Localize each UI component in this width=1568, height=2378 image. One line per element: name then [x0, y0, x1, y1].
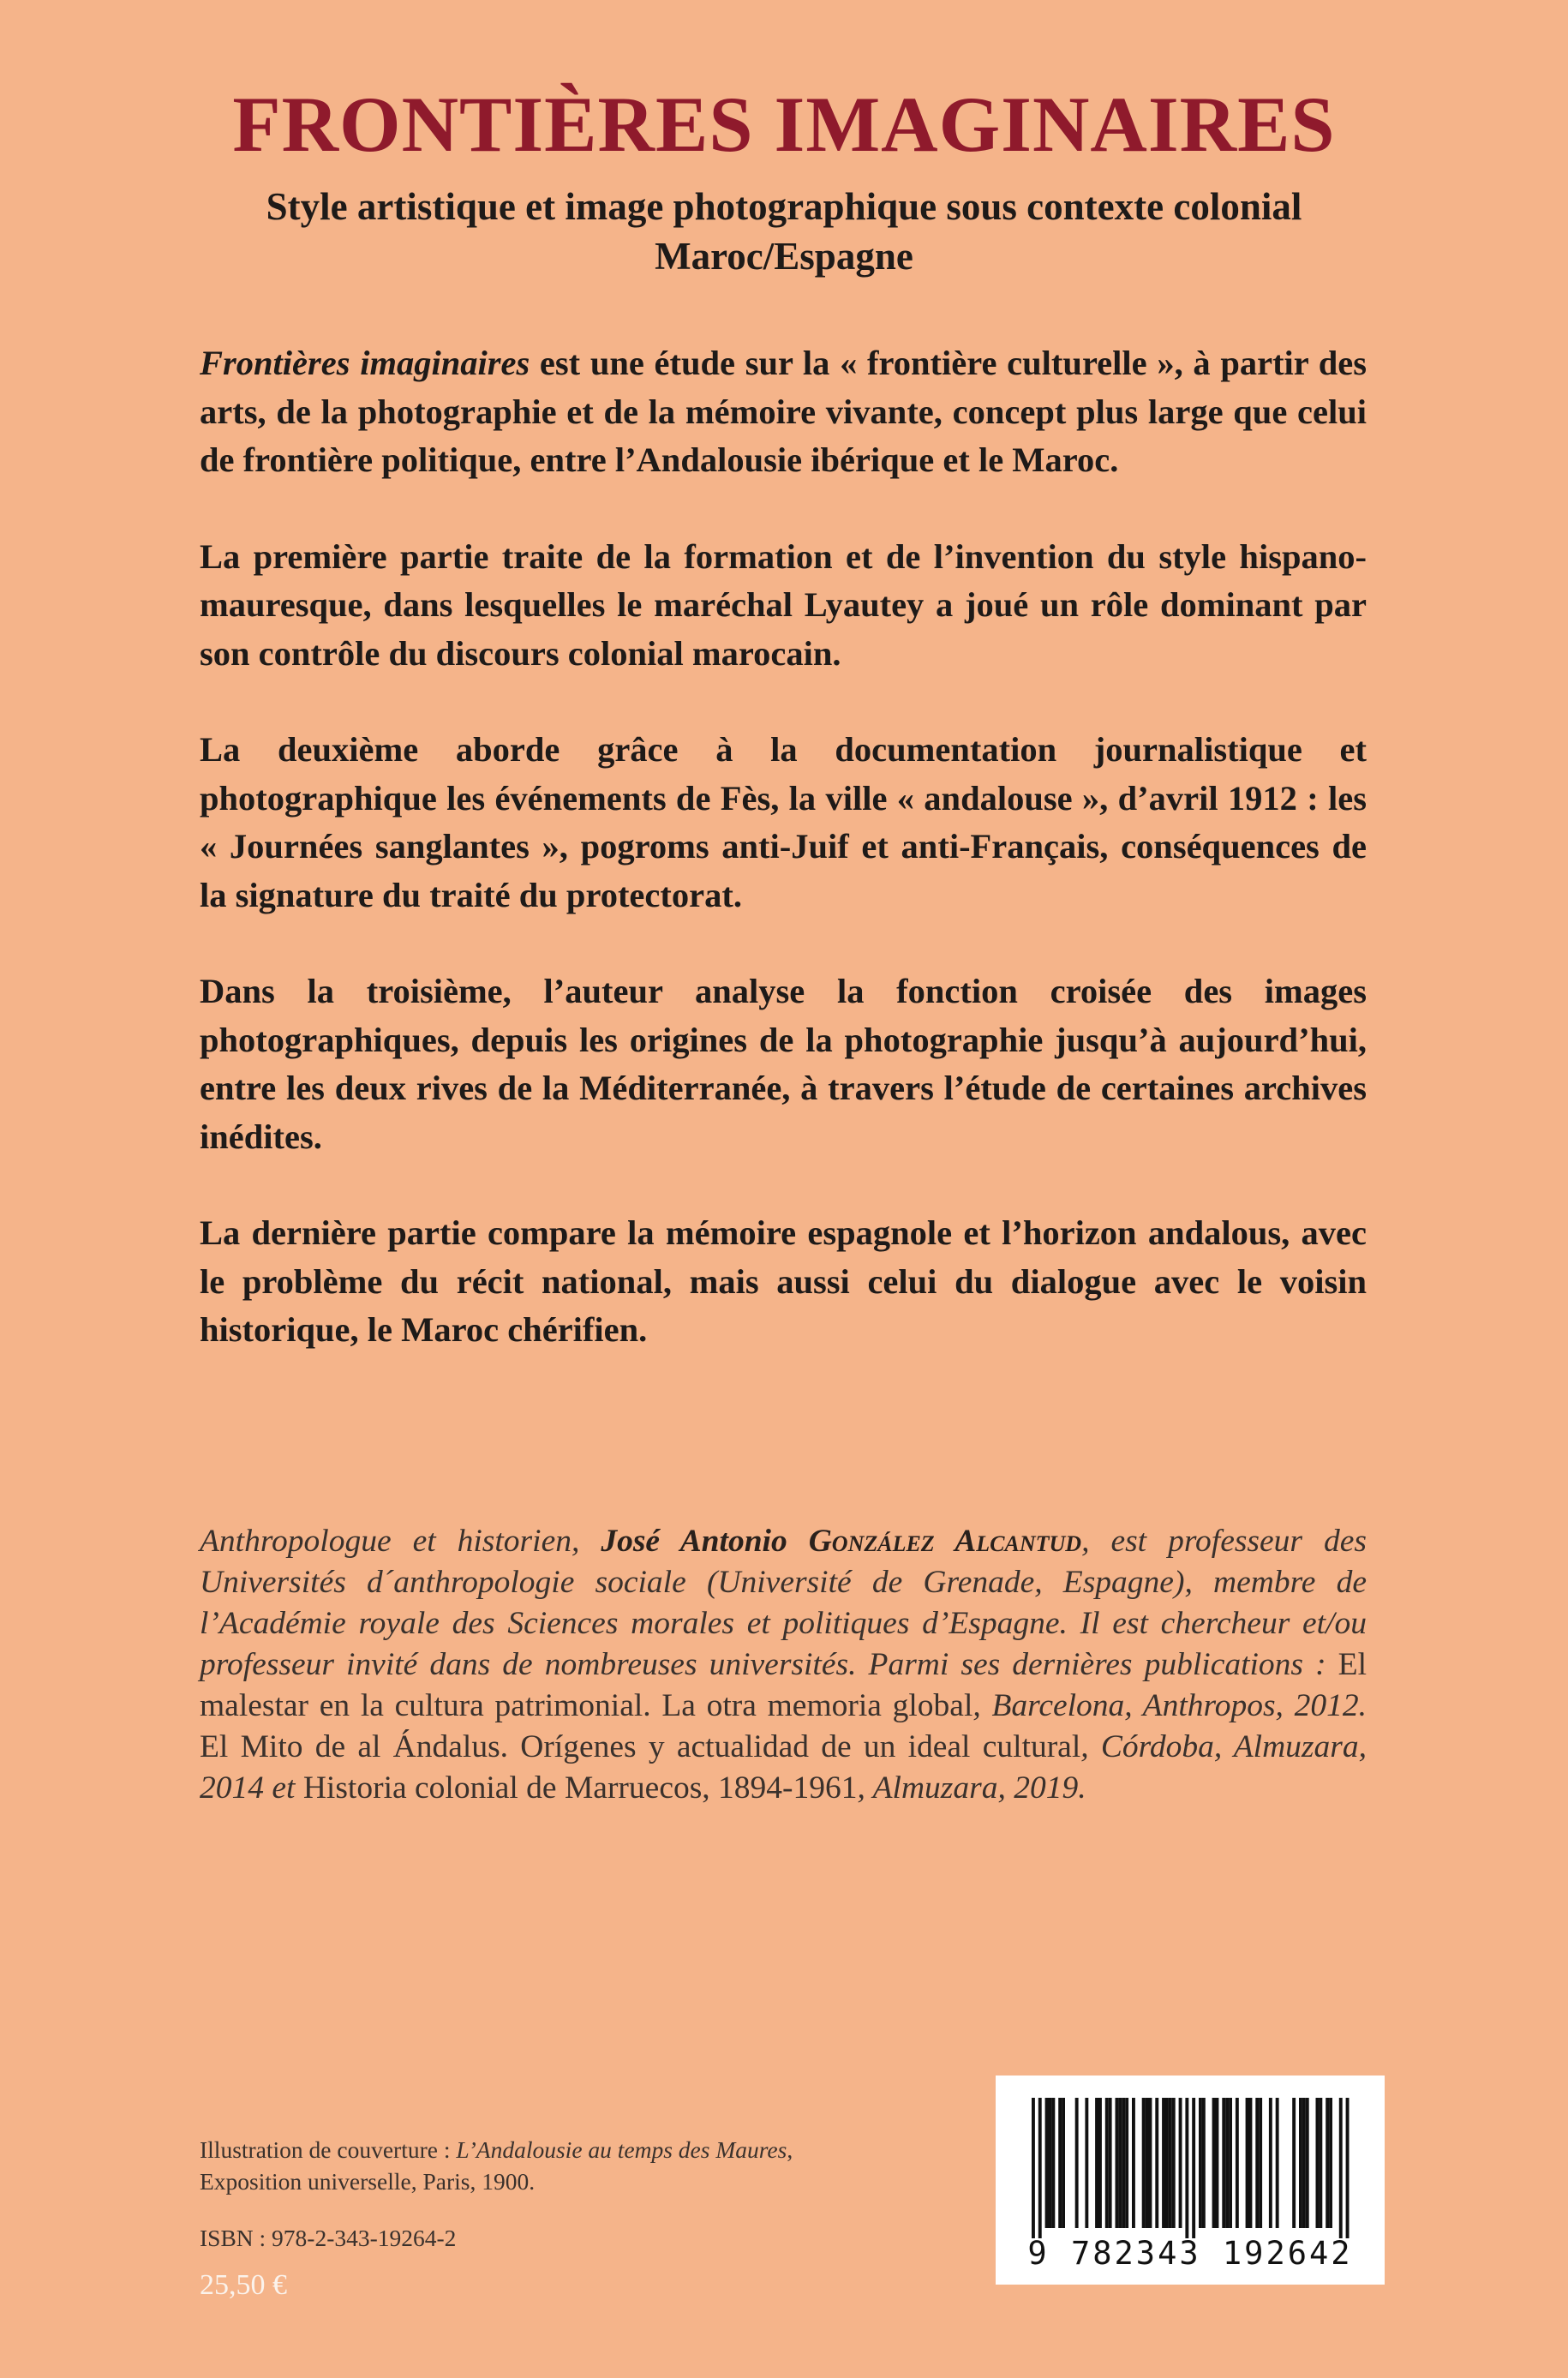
author-last-name: González Alcantud: [808, 1524, 1082, 1559]
book-title-italic: Frontières imaginaires: [200, 344, 530, 382]
barcode-bar: [1038, 2098, 1042, 2238]
barcode-bar: [1155, 2098, 1158, 2228]
barcode-bar: [1276, 2098, 1279, 2228]
barcode-bar: [1255, 2098, 1259, 2228]
author-name: [601, 1524, 1081, 1559]
barcode-bar: [1192, 2098, 1195, 2238]
barcode-bar: [1339, 2098, 1343, 2238]
barcode-bar: [1222, 2098, 1225, 2228]
barcode-bar: [1292, 2098, 1296, 2228]
blurb: [200, 339, 1367, 1403]
blurb-paragraph-4: Dans la troisième, l’auteur analyse la fonction croisée des images photographiques, depuis les origines de la photographie jusqu’à aujourd’hui, entre les deux rives de la Méditerranée, à travers l’étude de certaines archives inédites.: [200, 972, 1367, 1156]
blurb-paragraph-1-text: est une étude sur la « frontière culturelle », à partir des arts, de la photographie et de la mémoire vivante, concept plus large que celui de frontière politique, entre l’Andalousie ibérique et le Maroc.: [200, 344, 1367, 479]
cover-credit: [200, 2134, 817, 2197]
barcode-bar: [1132, 2098, 1135, 2228]
barcode-bar: [1246, 2098, 1249, 2228]
barcode-bar: [1179, 2098, 1182, 2228]
barcode-bar: [1269, 2098, 1272, 2228]
barcode-bar: [1212, 2098, 1216, 2228]
credit-lead: Illustration de couverture :: [200, 2136, 457, 2163]
barcode-bar: [1122, 2098, 1125, 2228]
barcode-bar: [1142, 2098, 1146, 2228]
barcode-bar: [1098, 2098, 1102, 2228]
barcode-bar: [1049, 2098, 1052, 2228]
barcode-bar: [1169, 2098, 1172, 2228]
barcode-bar: [1045, 2098, 1049, 2228]
credit-rest: , Exposition universelle, Paris, 1900.: [200, 2136, 793, 2195]
barcode-bar: [1236, 2098, 1239, 2228]
blurb-paragraph-1: [200, 339, 1367, 485]
barcode-bar: [1199, 2098, 1202, 2228]
subtitle-line-1: Style artistique et image photographique sous contexte colonial: [266, 185, 1302, 228]
bio-book-2: El Mito de al Ándalus. Orígenes y actualidad de un ideal cultural: [200, 1729, 1081, 1764]
barcode: [996, 2076, 1385, 2285]
barcode-bar: [1085, 2098, 1088, 2228]
barcode-bar: [1229, 2098, 1232, 2228]
price: 25,50 €: [200, 2269, 287, 2301]
bio-text: , est professeur des Universités d´anthropologie sociale (Université de Grenade, Espagne), membre de l’Académie royale des Sciences morales et politiques d’Espagne. Il est chercheur et/ou professeur invité dans de nombreuses universités. Parmi ses dernières publications :: [200, 1524, 1367, 1682]
blurb-paragraph-2: La première partie traite de la formation et de l’invention du style hispano-mauresque, dans lesquelles le maréchal Lyautey a joué un rôle dominant par son contrôle du discours colonial marocain.: [200, 536, 1367, 673]
barcode-bar: [1225, 2098, 1229, 2228]
barcode-bar: [1302, 2098, 1306, 2228]
book-subtitle: [0, 182, 1568, 281]
barcode-bar: [1051, 2098, 1055, 2228]
barcode-bar: [1095, 2098, 1098, 2228]
barcode-bar: [1259, 2098, 1262, 2228]
author-bio: [200, 1521, 1367, 1809]
barcode-bar: [1125, 2098, 1128, 2228]
bio-publisher-1: , Barcelona, Anthropos, 2012.: [973, 1688, 1368, 1723]
barcode-bar: [1185, 2098, 1188, 2238]
barcode-bar: [1116, 2098, 1119, 2228]
barcode-bar: [1316, 2098, 1320, 2228]
book-title: FRONTIÈRES IMAGINAIRES: [232, 81, 1336, 168]
barcode-digits: 9 782343 192642: [1027, 2235, 1353, 2272]
bio-lead: Anthropologue et historien,: [200, 1524, 601, 1559]
blurb-paragraph-3: La deuxième aborde grâce à la documentation journalistique et photographique les événements de Fès, la ville « andalouse », d’avril 1912 : les « Journées sanglantes », pogroms anti-Juif et anti-Français, conséquences de la signature du traité du protectorat.: [200, 730, 1367, 914]
barcode-bar: [1075, 2098, 1079, 2228]
barcode-bar: [1118, 2098, 1122, 2228]
blurb-paragraph-5: La dernière partie compare la mémoire espagnole et l’horizon andalous, avec le problème du récit national, mais aussi celui du dialogue avec le voisin historique, le Maroc chérifien.: [200, 1213, 1367, 1349]
barcode-bar: [1105, 2098, 1109, 2228]
barcode-bar: [1146, 2098, 1149, 2228]
barcode-bar: [1306, 2098, 1309, 2228]
barcode-bar: [1329, 2098, 1332, 2228]
subtitle-line-2: Maroc/Espagne: [655, 235, 913, 278]
barcode-bar: [1109, 2098, 1112, 2228]
bio-book-1: El malestar en la cultura patrimonial. La otra memoria global: [200, 1647, 1367, 1723]
barcode-bars: [996, 2076, 1385, 2247]
barcode-bar: [1202, 2098, 1206, 2228]
barcode-bar: [1058, 2098, 1062, 2228]
bio-publisher-2: , Córdoba, Almuzara, 2014 et: [200, 1729, 1367, 1806]
barcode-bar: [1346, 2098, 1350, 2238]
bio-book-3: Historia colonial de Marruecos, 1894-1961: [302, 1770, 858, 1806]
author-first-name: José Antonio: [601, 1524, 809, 1559]
barcode-bar: [1032, 2098, 1035, 2238]
barcode-bar: [1172, 2098, 1176, 2228]
isbn: ISBN : 978-2-343-19264-2: [200, 2225, 457, 2251]
barcode-bar: [1299, 2098, 1302, 2228]
barcode-bar: [1216, 2098, 1219, 2228]
barcode-bar: [1162, 2098, 1165, 2228]
barcode-bar: [1062, 2098, 1065, 2228]
credit-work: L’Andalousie au temps des Maures: [456, 2136, 787, 2163]
barcode-bar: [1326, 2098, 1329, 2228]
barcode-bar: [1319, 2098, 1322, 2228]
bio-publisher-3: , Almuzara, 2019.: [857, 1770, 1086, 1806]
barcode-bar: [1249, 2098, 1253, 2228]
barcode-bar: [1149, 2098, 1152, 2228]
barcode-bar: [1165, 2098, 1169, 2228]
